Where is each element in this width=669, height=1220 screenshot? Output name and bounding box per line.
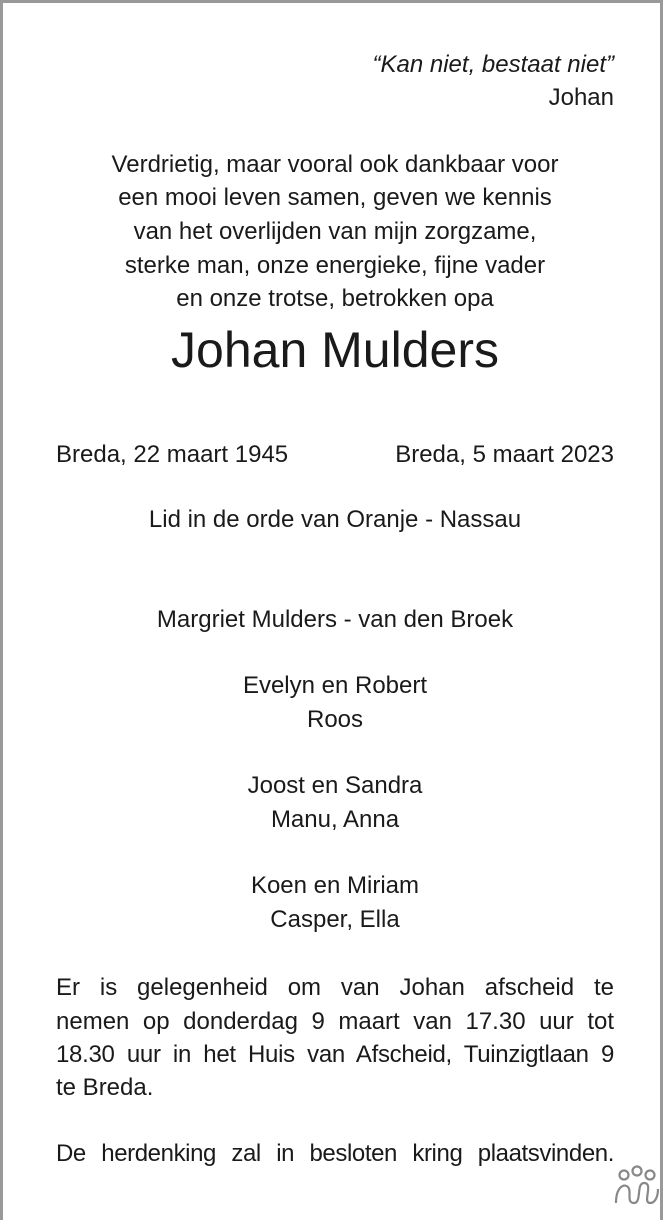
quote-author: Johan (548, 84, 614, 111)
deceased-name: Johan Mulders (171, 322, 499, 378)
family-line: Roos (306, 706, 364, 733)
family-line: Evelyn en Robert (242, 672, 428, 699)
farewell-line: nemen op donderdag 9 maart van 17.30 uur tot (56, 1008, 614, 1035)
death-date: Breda, 5 maart 2023 (395, 441, 614, 468)
intro-line: Verdrietig, maar vooral ook dankbaar voor (111, 151, 559, 178)
intro-line: een mooi leven samen, geven we kennis (118, 184, 552, 211)
family-line: Casper, Ella (270, 906, 400, 933)
birth-date: Breda, 22 maart 1945 (56, 441, 289, 468)
family-line: Manu, Anna (270, 806, 400, 833)
family-line: Margriet Mulders - van den Broek (156, 606, 514, 633)
intro-line: en onze trotse, betrokken opa (176, 285, 494, 312)
quote: “Kan niet, bestaat niet” (372, 51, 614, 78)
intro-line: van het overlijden van mijn zorgzame, (133, 218, 537, 245)
family-line: Koen en Miriam (250, 872, 420, 899)
farewell-line: te Breda. (56, 1074, 154, 1101)
honor: Lid in de orde van Oranje - Nassau (148, 506, 522, 533)
farewell-line: Er is gelegenheid om van Johan afscheid te (56, 974, 614, 1001)
intro-line: sterke man, onze energieke, fijne vader (124, 252, 546, 279)
people-group-icon (612, 1165, 662, 1207)
family-line: Joost en Sandra (247, 772, 423, 799)
closing: De herdenking zal in besloten kring plaatsvinden. (56, 1140, 614, 1167)
farewell-line: 18.30 uur in het Huis van Afscheid, Tuinzigtlaan 9 (56, 1041, 614, 1068)
